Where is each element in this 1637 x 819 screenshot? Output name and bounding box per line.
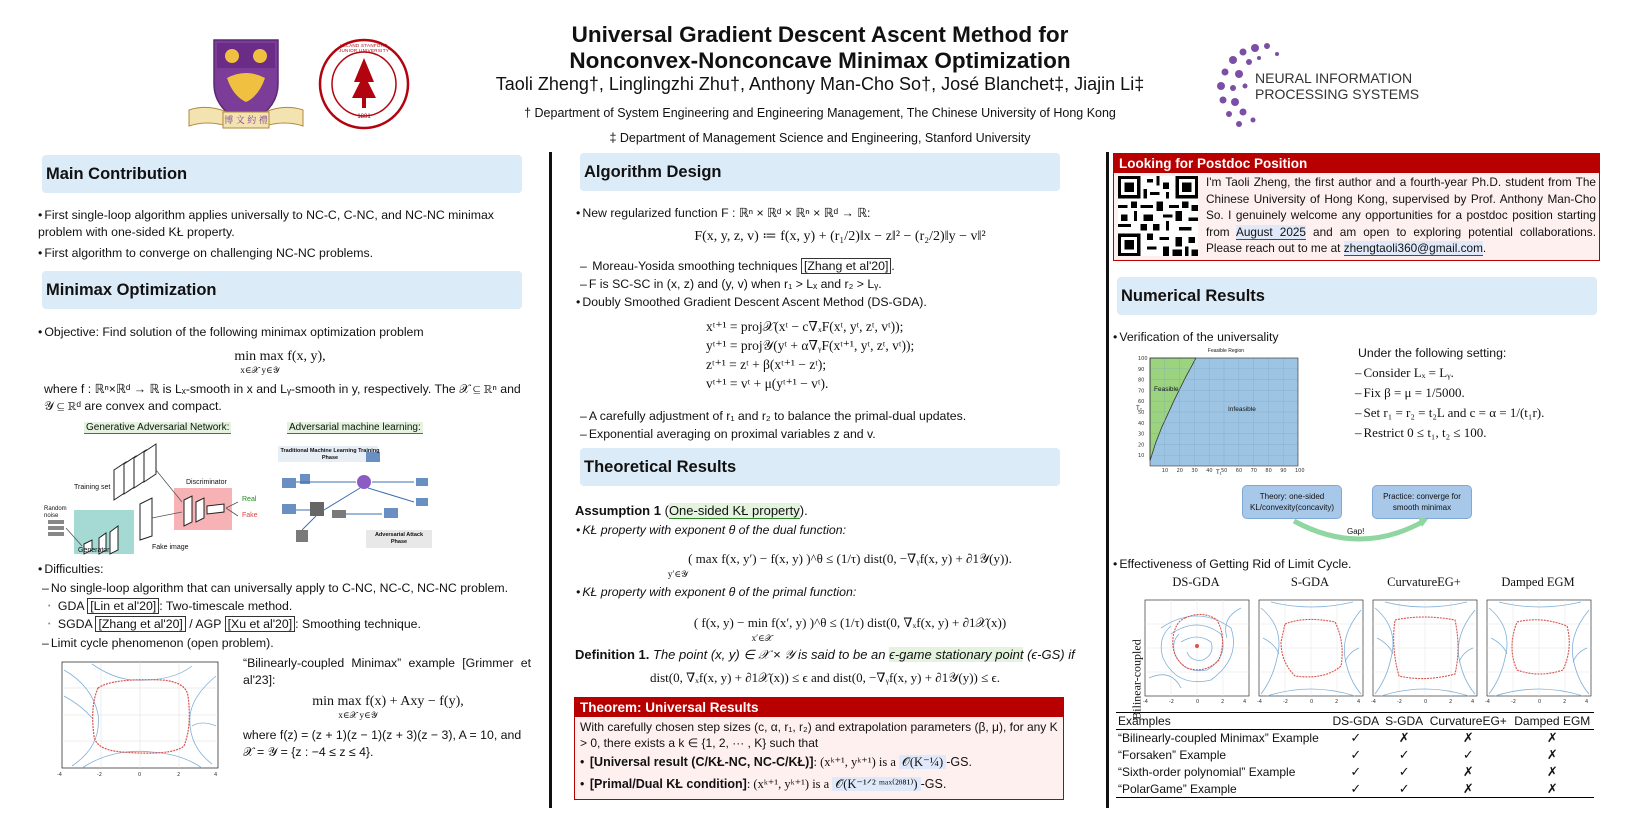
svg-text:4: 4	[1585, 699, 1589, 705]
svg-text:-2: -2	[97, 772, 102, 778]
section-minimax: Minimax Optimization	[42, 271, 522, 309]
plot-title-ds-gda: DS-GDA	[1172, 575, 1220, 589]
theorem-universal	[580, 754, 1058, 770]
svg-text:-2: -2	[1169, 699, 1174, 705]
postdoc-date: August 2025	[1235, 224, 1306, 239]
region-y-tick: 70	[1138, 388, 1145, 395]
cuhk-motto: 博 文 約 禮	[224, 115, 268, 125]
table-body	[1116, 730, 1594, 798]
theorem-universal-label: [Universal result (C/KŁ-NC, NC-C/KŁ)]	[589, 755, 814, 769]
table-example-name: “Forsaken” Example	[1118, 748, 1227, 762]
svg-text:-4: -4	[1143, 699, 1148, 705]
table-row	[1116, 781, 1594, 798]
postdoc-title: Looking for Postdoc Position	[1114, 154, 1599, 173]
table-check-cell: ✗	[1462, 730, 1474, 746]
table-check-cell: ✓	[1398, 747, 1410, 762]
section-main-contribution: Main Contribution	[42, 155, 522, 193]
aml-diagram	[276, 444, 436, 554]
svg-text:-4: -4	[1485, 699, 1490, 705]
neurips-logo	[1215, 40, 1430, 132]
adjust-text: – A carefully adjustment of r₁ and r₂ to balance the primal-dual updates.	[580, 408, 1070, 425]
svg-text:2: 2	[1449, 699, 1453, 705]
postdoc-text-1: I'm Taoli Zheng, the first author and a fourth-year Ph.D. student from The Chinese University of Hong Kong, supervised by Prof. Anthony Man-Cho So. I genuinely welcome any opportunities for a postdoc position starting from	[1206, 175, 1596, 239]
effectiveness-text: • Effectiveness of Getting Rid of Limit Cycle.	[1113, 556, 1351, 573]
trajectory-plot-damped-egm	[1483, 598, 1593, 706]
region-infeasible-label: Infeasible	[1228, 406, 1256, 413]
postdoc-text-3: .	[1482, 241, 1487, 255]
table-example-name: “PolarGame” Example	[1118, 781, 1237, 796]
update-x: xᵗ⁺¹ = proj𝒳(xᵗ − c∇ₓF(xᵗ, yᵗ, zᵗ, vᵗ));	[706, 319, 904, 334]
trajectory-plot-ds-gda	[1141, 598, 1251, 706]
svg-text:-4: -4	[1257, 699, 1262, 705]
objective-text: • Objective: Find solution of the following minimax optimization problem	[38, 324, 530, 341]
assumption-close-paren: ).	[799, 503, 808, 518]
postdoc-box	[1113, 153, 1600, 261]
table-check-cell: ✗	[1462, 764, 1474, 779]
region-x-tick: 50	[1221, 468, 1228, 474]
difficulty-1: – No single-loop algorithm that can universally apply to C-NC, NC-C, NC-NC problem.	[42, 580, 532, 597]
table-check-cell: ✓	[1398, 780, 1410, 796]
stanford-seal-year: 1891	[357, 114, 371, 120]
aml-label: Adversarial machine learning:	[289, 422, 421, 433]
theorem-body	[575, 717, 1063, 799]
table-check-cell: ✗	[1546, 747, 1558, 762]
scsc-text: – F is SC-SC in (x, z) and (y, v) when r₁ > Lₓ and r₂ > Lᵧ.	[580, 276, 1070, 293]
verify-text: • Verification of the universality	[1113, 329, 1279, 346]
gan-random-noise: Random noise	[44, 506, 67, 519]
plot-title-s-gda: S-GDA	[1290, 575, 1330, 589]
svg-text:0: 0	[1196, 699, 1200, 705]
region-y-tick: 90	[1138, 366, 1145, 373]
neurips-line-1: NEURAL INFORMATION	[1255, 70, 1413, 86]
region-x-tick: 30	[1191, 468, 1198, 474]
kl-dual-formula: ( max f(x, y′) − f(x, y) )^θ ≤ (1/τ) dist(0, −∇ᵧf(x, y) + ∂1𝒴(y)).	[688, 551, 1012, 566]
kl-primal-formula: ( f(x, y) − min f(x′, y) )^θ ≤ (1/τ) dist(0, ∇ₓf(x, y) + ∂1𝒳(x))	[693, 615, 1007, 630]
sgda-mid: / AGP	[185, 617, 225, 631]
moreau-suffix: .	[891, 259, 895, 273]
region-x-tick: 70	[1250, 468, 1257, 474]
region-y-tick: 100	[1138, 356, 1148, 362]
assumption-open-paren: (	[664, 503, 669, 518]
table-header-cell: DS-GDA	[1332, 714, 1380, 728]
update-v: vᵗ⁺¹ = vᵗ + μ(yᵗ⁺¹ − vᵗ).	[706, 376, 829, 391]
theorem-universal-text: : (xᵏ⁺¹, yᵏ⁺¹) is a	[813, 755, 900, 769]
setting-4: – Restrict 0 ≤ t₁, t₂ ≤ 100.	[1355, 424, 1487, 441]
qr-code	[1118, 176, 1198, 256]
gda-prefix: GDA	[57, 599, 88, 613]
svg-text:-4: -4	[57, 772, 62, 778]
sgda-prefix: SGDA	[57, 617, 96, 631]
column-divider-left	[549, 152, 552, 808]
theorem-text: With carefully chosen step sizes (c, α, r₁, r₂) and extrapolation parameters (β, μ), for any K > 0, there exists a k ∈ {1, 2, ··· , K} such that	[580, 720, 1058, 750]
region-y-tick: 80	[1138, 377, 1145, 384]
feasible-region-chart	[1136, 348, 1305, 480]
objective-formula: min max f(x, y),	[234, 349, 326, 364]
author-list: Taoli Zheng†, Linglingzhi Zhu†, Anthony Man-Cho So†, José Blanchet‡, Jiajin Li‡	[495, 74, 1145, 94]
region-feasible-label: Feasible	[1154, 386, 1179, 393]
region-y-tick: 30	[1138, 431, 1145, 438]
svg-text:-2: -2	[1397, 699, 1402, 705]
F-definition: F(x, y, z, v) ≔ f(x, y) + (r₁/2)‖x − z‖² − (r₂/2)‖y − v‖²	[694, 229, 986, 244]
region-y-tick: 20	[1138, 442, 1145, 449]
region-y-tick: 40	[1138, 420, 1145, 427]
table-header-cell: CurvatureEG+	[1429, 714, 1507, 728]
moreau-ref: [Zhang et al'20]	[801, 258, 891, 274]
region-x-tick: 80	[1265, 468, 1272, 474]
definition-text-2: (ϵ-GS) if	[1023, 647, 1075, 662]
svg-text:-2: -2	[1283, 699, 1288, 705]
table-check-cell: ✓	[1350, 747, 1362, 762]
svg-text:4: 4	[1357, 699, 1361, 705]
gda-suffix: : Two-timescale method.	[159, 599, 293, 613]
theorem-kl-text: : (xᵏ⁺¹, yᵏ⁺¹) is a	[746, 777, 833, 791]
kl-dual-subscript: y′∈𝒴	[667, 569, 689, 579]
kl-dual-text: • KŁ property with exponent θ of the dual function:	[576, 522, 1066, 539]
difficulties-text: • Difficulties:	[38, 561, 104, 578]
theorem-kl-label: [Primal/Dual KŁ condition]	[589, 777, 747, 791]
table-header-cell: S-GDA	[1385, 714, 1424, 728]
svg-text:2: 2	[1563, 699, 1567, 705]
column-divider-right	[1106, 152, 1109, 808]
region-x-tick: 40	[1206, 468, 1213, 474]
region-x-tick: 10	[1161, 468, 1169, 474]
setting-3: – Set r₁ = r₂ = t₂L and c = α = 1/(t₁r).	[1355, 404, 1544, 421]
table-check-cell: ✓	[1462, 747, 1474, 762]
gan-fake: Fake	[242, 512, 258, 519]
section-theoretical-results: Theoretical Results	[580, 448, 1060, 486]
example-where: where f(z) = (z + 1)(z − 1)(z + 3)(z − 3), A = 10, and 𝒳 = 𝒴 = {z : −4 ≤ z ≤ 4}.	[243, 728, 522, 759]
example-subscript: x∈𝒳 y∈𝒴	[338, 710, 378, 720]
gan-generator: Generator	[78, 547, 110, 554]
theorem-title: Theorem: Universal Results	[575, 698, 1063, 717]
table-row	[1116, 747, 1594, 764]
assumption-line	[575, 502, 1075, 519]
region-y-tick: 50	[1138, 410, 1145, 416]
postdoc-text-2: and am open to exploring potential collaborations. Please reach out to me at	[1206, 224, 1596, 255]
update-z: zᵗ⁺¹ = zᵗ + β(xᵗ⁺¹ − zᵗ);	[706, 357, 827, 372]
region-ylabel: T₂	[1136, 406, 1142, 412]
aml-attack-phase: Adversarial Attack Phase	[374, 532, 424, 545]
moreau-prefix: Moreau-Yosida smoothing techniques	[592, 259, 801, 273]
title-line-1: Universal Gradient Descent Ascent Method for	[571, 22, 1069, 47]
region-x-tick: 20	[1176, 468, 1183, 474]
theorem-kl-suffix: -GS.	[920, 777, 947, 791]
definition-text-1: The point (x, y) ∈ 𝒳 × 𝒴 is said to be an	[653, 647, 890, 662]
sgda-suffix: : Smoothing technique.	[295, 617, 421, 631]
assumption-label: Assumption 1	[575, 503, 661, 518]
theorem-kl-rate: 𝒪(K⁻¹ᐟ² ᵐᵃˣ⁽²ᶿ⁸¹⁾)	[832, 777, 920, 791]
theorem-universal-rate: 𝒪(K⁻¼)	[899, 755, 946, 769]
svg-text:0: 0	[1538, 699, 1542, 705]
table-row	[1116, 730, 1594, 747]
kl-primal-text: • KŁ property with exponent θ of the primal function:	[576, 584, 1066, 601]
expavg-text: – Exponential averaging on proximal variables z and v.	[580, 426, 1070, 443]
table-example-name: “Sixth-order polynomial” Example	[1118, 765, 1296, 779]
smoothness-text: where f : ℝⁿ×ℝᵈ → ℝ is Lₓ-smooth in x and Lᵧ-smooth in y, respectively. The 𝒳 ⊆ ℝⁿ and 𝒴 ⊆ ℝᵈ are convex and compact.	[44, 382, 521, 413]
region-title: Feasible Region	[1207, 348, 1245, 354]
plot-title-damped-egm: Damped EGM	[1501, 575, 1575, 589]
postdoc-email-link[interactable]: zhengtaoli360@gmail.com	[1343, 241, 1483, 255]
setting-text: Under the following setting:	[1358, 346, 1507, 360]
region-xlabel: T₁	[1216, 470, 1222, 476]
kl-primal-subscript: x′∈𝒳	[751, 633, 773, 643]
limit-cycle-text: – Limit cycle phenomenon (open problem).	[42, 635, 532, 652]
gan-real: Real	[242, 496, 257, 503]
title-line-2: Nonconvex-Nonconcave Minimax Optimization	[569, 48, 1071, 73]
theory-bubble: Theory: one-sided KL/convexity(concavity)	[1242, 485, 1342, 519]
gan-diagram	[44, 440, 264, 560]
example-title: “Bilinearly-coupled Minimax” example [Grimmer et al'23]:	[243, 656, 531, 687]
plot-title-curvatureeg: CurvatureEG+	[1387, 575, 1461, 589]
table-row	[1116, 764, 1594, 781]
table-check-cell: ✗	[1398, 730, 1410, 746]
section-algorithm-design: Algorithm Design	[580, 153, 1060, 191]
svg-text:4: 4	[214, 772, 218, 778]
definition-highlight: ϵ-game stationary point	[889, 647, 1024, 662]
svg-text:2: 2	[177, 772, 181, 778]
svg-text:4: 4	[1243, 699, 1247, 705]
setting-1: – Consider Lₓ = Lᵧ.	[1355, 364, 1454, 381]
svg-text:-4: -4	[1371, 699, 1376, 705]
gda-ref: [Lin et al'20]	[87, 598, 159, 614]
theorem-kl	[580, 776, 1058, 792]
region-x-tick: 90	[1280, 468, 1287, 474]
table-header-cell: Examples	[1118, 714, 1171, 728]
sgda-ref: [Zhang et al'20]	[95, 616, 185, 632]
trajectory-plot-s-gda	[1255, 598, 1365, 706]
affiliation-stanford: ‡ Department of Management Science and Engineering, Stanford University	[609, 131, 1031, 145]
gan-discriminator: Discriminator	[186, 479, 227, 486]
table-check-cell: ✓	[1398, 764, 1410, 779]
cuhk-logo	[187, 38, 305, 130]
objective-subscript: x∈𝒳 y∈𝒴	[240, 365, 280, 375]
new-function-text: • New regularized function F : ℝⁿ × ℝᵈ × ℝⁿ × ℝᵈ → ℝ:	[576, 205, 1076, 222]
gan-training-set: Training set	[74, 484, 111, 491]
theorem-box	[574, 697, 1064, 800]
svg-text:2: 2	[1221, 699, 1225, 705]
update-y: yᵗ⁺¹ = proj𝒴(yᵗ + α∇ᵧF(xᵗ⁺¹, yᵗ, zᵗ, vᵗ));	[706, 338, 915, 353]
example-formula: min max f(x) + Axy − f(y),	[312, 694, 464, 709]
table-check-cell: ✓	[1350, 730, 1362, 746]
theorem-universal-suffix: -GS.	[946, 755, 972, 769]
table-check-cell: ✗	[1546, 764, 1558, 779]
contribution-1: • First single-loop algorithm applies universally to NC-C, C-NC, and NC-NC minimax problem with one-sided KŁ property.	[38, 207, 530, 241]
poster-title	[470, 22, 1170, 74]
table-header-row	[1116, 713, 1594, 730]
definition-label: Definition 1.	[575, 647, 650, 662]
assumption-name: One-sided KŁ property	[668, 503, 800, 518]
dsgda-text: • Doubly Smoothed Gradient Descent Ascent Method (DS-GDA).	[576, 294, 1066, 311]
svg-text:0: 0	[1310, 699, 1314, 705]
svg-text:0: 0	[1424, 699, 1428, 705]
contribution-2: • First algorithm to converge on challenging NC-NC problems.	[38, 245, 530, 262]
stanford-seal-text: LELAND STANFORD JUNIOR UNIVERSITY	[338, 43, 390, 53]
trajectory-plot-curvatureeg	[1369, 598, 1479, 706]
svg-text:2: 2	[1335, 699, 1339, 705]
table-check-cell: ✗	[1546, 780, 1558, 796]
definition-formula: dist(0, ∇ₓf(x, y) + ∂1𝒳(x)) ≤ ϵ and dist(0, −∇ᵧf(x, y) + ∂1𝒴(y)) ≤ ϵ.	[649, 670, 1001, 685]
section-numerical-results: Numerical Results	[1117, 277, 1597, 315]
setting-2: – Fix β = μ = 1/5000.	[1355, 384, 1465, 401]
table-check-cell: ✗	[1546, 730, 1558, 746]
neurips-line-2: PROCESSING SYSTEMS	[1255, 86, 1420, 102]
affiliation-cuhk: † Department of System Engineering and Engineering Management, The Chinese University of Hong Kong	[524, 106, 1116, 120]
svg-text:4: 4	[1471, 699, 1475, 705]
gan-fake-image: Fake image	[152, 544, 189, 551]
practice-bubble: Practice: converge for smooth minimax	[1372, 485, 1472, 519]
gap-label: Gap!	[1347, 527, 1365, 536]
gan-label: Generative Adversarial Network:	[86, 422, 230, 433]
gda-item	[48, 598, 528, 615]
region-y-tick: 10	[1138, 453, 1145, 460]
table-header-cell: Damped EGM	[1514, 714, 1591, 728]
region-x-tick: 100	[1295, 468, 1305, 474]
svg-text:0: 0	[138, 772, 142, 778]
plot-ylabel: Bilinear-coupled	[1129, 639, 1144, 720]
results-table	[1116, 712, 1594, 798]
region-y-tick: 60	[1138, 399, 1145, 406]
aml-training-phase: Traditional Machine Learning Training Phase	[280, 448, 380, 461]
postdoc-text	[1206, 174, 1596, 257]
definition-line	[575, 646, 1075, 663]
sgda-item	[48, 616, 528, 633]
region-x-tick: 60	[1235, 468, 1243, 474]
svg-text:-2: -2	[1511, 699, 1516, 705]
limit-cycle-plot	[52, 656, 224, 780]
table-check-cell: ✓	[1350, 764, 1362, 779]
table-example-name: “Bilinearly-coupled Minimax” Example	[1118, 731, 1319, 746]
stanford-seal	[318, 38, 410, 130]
moreau-text	[580, 258, 1070, 275]
postdoc-body	[1114, 173, 1599, 260]
table-check-cell: ✓	[1350, 780, 1362, 796]
table-check-cell: ✗	[1462, 780, 1474, 796]
agp-ref: [Xu et al'20]	[225, 616, 296, 632]
